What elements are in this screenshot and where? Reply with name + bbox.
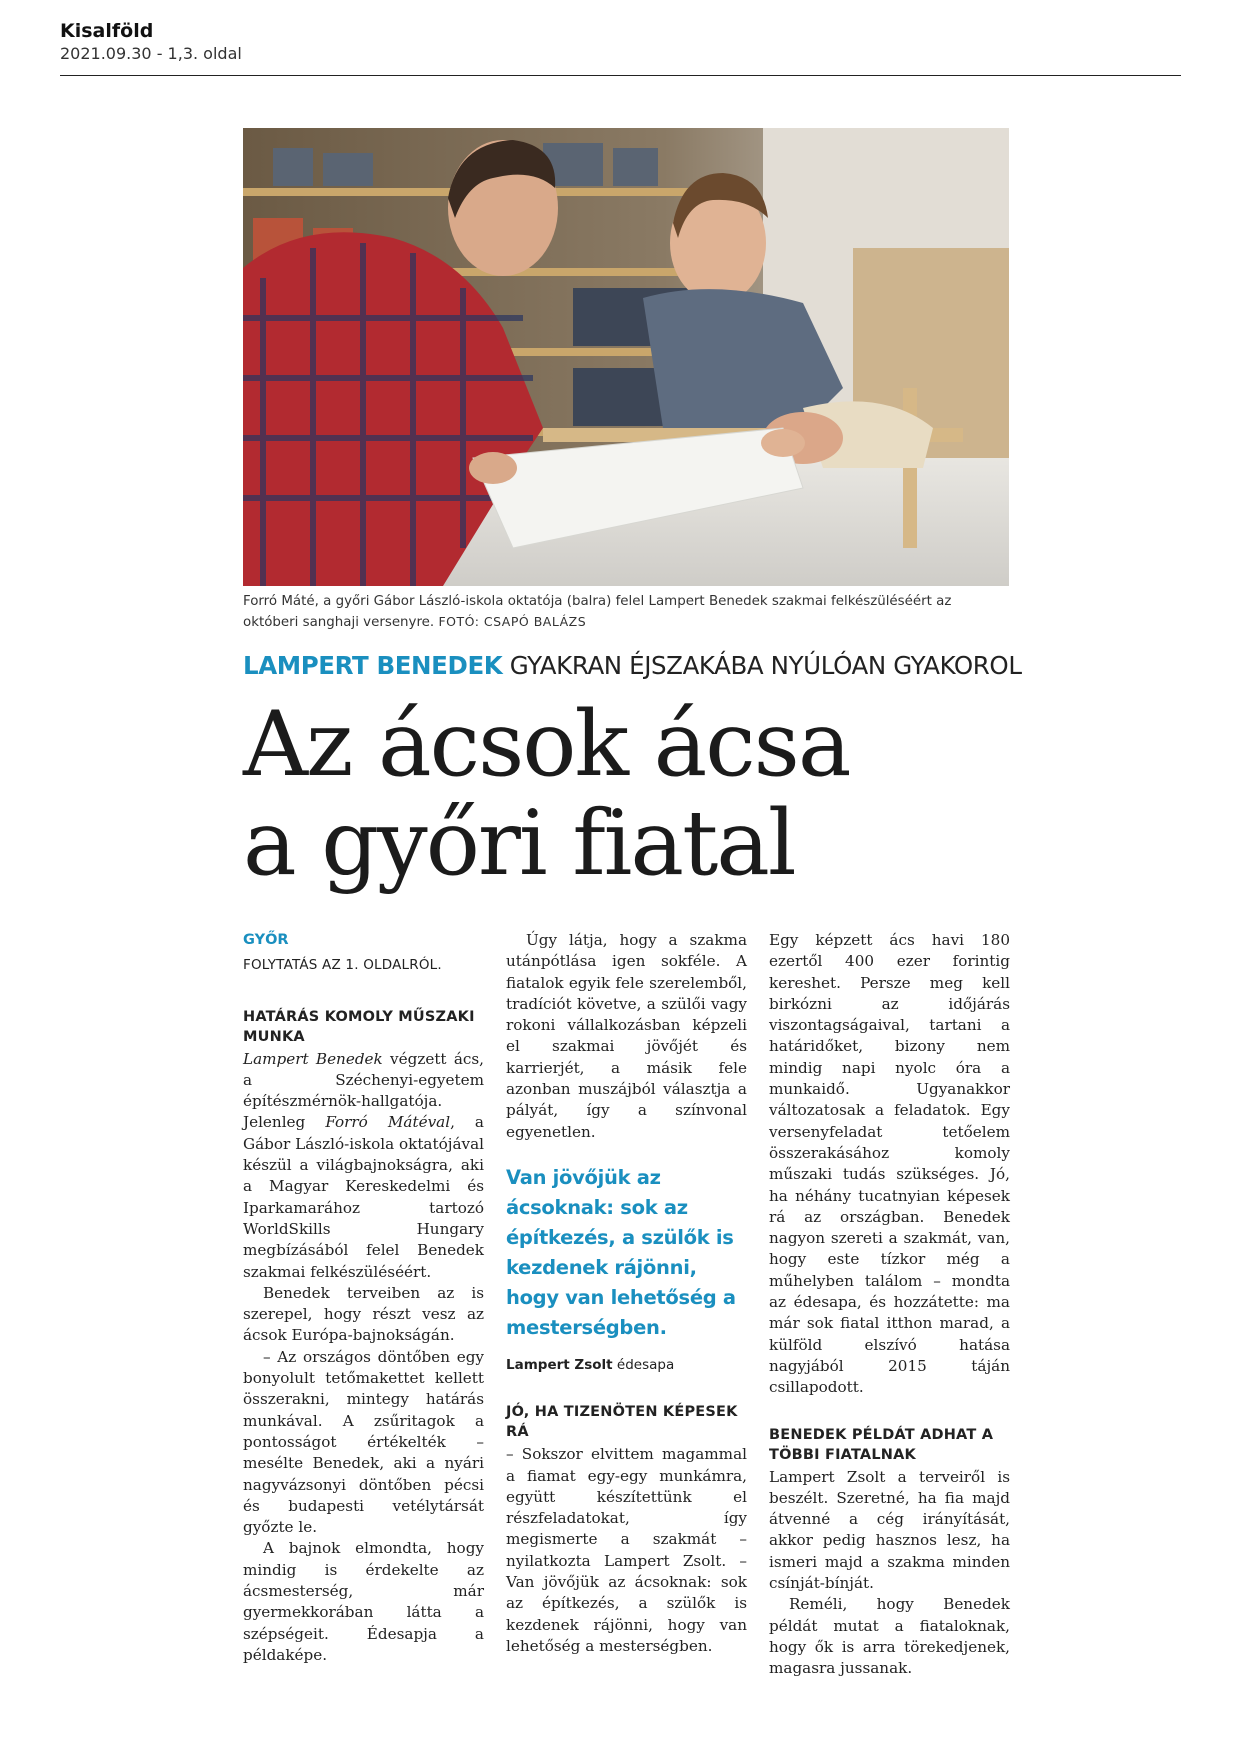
paragraph-6: – Sokszor elvittem magammal a fiamat egy-egy munkámra, együtt készítettünk el részfeladatokat, így megismerte a szakmát – nyilatkozta Lampert Zsolt. – Van jövőjük az ácsoknak: sok az építkezés, a szülők is kezdenek rájönni, hogy van lehetőség a mesterségben.	[506, 1445, 747, 1655]
paragraph-1: Lampert Benedek végzett ács, a Széchenyi-egyetem építészmérnök-hallgatója. Jelenleg Forró Mátéval, a Gábor László-iskola oktatójával készül a világbajnokságra, aki a Magyar Kereskedelmi és Iparkamarához tartozó WorldSkills Hungary megbízásából felel Benedek szakmai felkészüléséért.	[243, 1049, 485, 1281]
paragraph-7: Egy képzett ács havi 180 ezertől 400 ezer forintig kereshet. Persze meg kell birkózni az időjárás viszontagságaival, tartani a határidőket, bizony nem mindig napi nyolc óra a munkaidő. Ugyanakkor változatosak a feladatok. Egy versenyfeladat tetőelem összerakásához komoly műszaki tudás szükséges. Jó, ha néhány tucatnyian képesek rá az országban. Benedek nagyon szereti a szakmát, van, hogy este tízkor még a műhelyben találom – mondta az édesapa, és hozzátette: ma már sok fiatal itthon marad, a külföld elszívó hatása nagyjából 2015 táján csillapodott.	[769, 931, 1010, 1397]
paragraph-2: Benedek terveiben az is szerepel, hogy részt vesz az ácsok Európa-bajnokságán.	[243, 1283, 484, 1345]
subheading-1: HATÁRÁS KOMOLY MŰSZAKI MUNKA	[243, 1008, 475, 1045]
quote-attribution: Lampert Zsolt édesapa	[506, 1356, 675, 1373]
caption-text: Forró Máté, a győri Gábor László-iskola oktatója (balra) felel Lampert Benedek szakmai felkészüléséért az októberi sanghaji versenyre.	[243, 594, 952, 630]
article-kicker	[243, 651, 1022, 680]
kicker-name: LAMPERT BENEDEK	[243, 651, 503, 680]
header-rule	[60, 75, 1181, 76]
continued-note: FOLYTATÁS AZ 1. OLDALRÓL.	[243, 957, 442, 974]
masthead	[60, 20, 242, 63]
subheading-3: BENEDEK PÉLDÁT ADHAT A TÖBBI FIATALNAK	[769, 1426, 994, 1463]
pull-quote: Van jövőjük az ácsoknak: sok az építkezés, a szülők is kezdenek rájönni, hogy van lehetőség a mesterségben.	[506, 1165, 736, 1339]
photo-caption	[243, 592, 1009, 633]
headline-line-2: a győri fiatal	[243, 791, 795, 896]
article-column-1	[243, 930, 484, 1666]
publication-name: Kisalföld	[60, 20, 154, 42]
subheading-2: JÓ, HA TIZENÖTEN KÉPESEK RÁ	[506, 1404, 738, 1441]
article-column-3	[769, 930, 1010, 1680]
headline-line-1: Az ácsok ácsa	[243, 692, 850, 797]
article-column-2	[506, 930, 747, 1657]
paragraph-5: Úgy látja, hogy a szakma utánpótlása igen sokféle. A fiatalok egyik fele szerelemből, tradíciót követve, a szülői vagy rokoni vállalkozásban képzeli el szakmai jövőjét és karrierjét, a másik fele azonban muszájból választja a pályát, így a színvonal egyenetlen.	[506, 931, 747, 1141]
paragraph-4: A bajnok elmondta, hogy mindig is érdekelte az ácsmesterség, már gyermekkorában látta a szépségeit. Édesapja a példaképe.	[243, 1539, 484, 1664]
paragraph-3: – Az országos döntőben egy bonyolult tetőmakettet kellett összerakni, mintegy határás munkával. A zsűritagok a pontosságot értékelték – mesélte Benedek, aki a nyári nagyvázsonyi döntőben pécsi és budapesti vetélytársát győzte le.	[243, 1347, 484, 1537]
article-headline	[243, 692, 850, 896]
publication-date-page: 2021.09.30 - 1,3. oldal	[60, 44, 242, 63]
dateline-location: GYŐR	[243, 932, 289, 948]
article-photo	[243, 128, 1009, 586]
photo-credit: FOTÓ: CSAPÓ BALÁZS	[438, 614, 587, 629]
paragraph-8: Lampert Zsolt a terveiről is beszélt. Szeretné, ha fia majd átvenné a cég irányítását, akkor pedig hasznos lesz, ha ismeri majd a szakma minden csínját-bínját.	[769, 1467, 1010, 1593]
kicker-text: GYAKRAN ÉJSZAKÁBA NYÚLÓAN GYAKOROL	[509, 651, 1022, 680]
paragraph-9: Reméli, hogy Benedek példát mutat a fiataloknak, hogy ők is arra törekedjenek, magasra jussanak.	[769, 1595, 1010, 1678]
